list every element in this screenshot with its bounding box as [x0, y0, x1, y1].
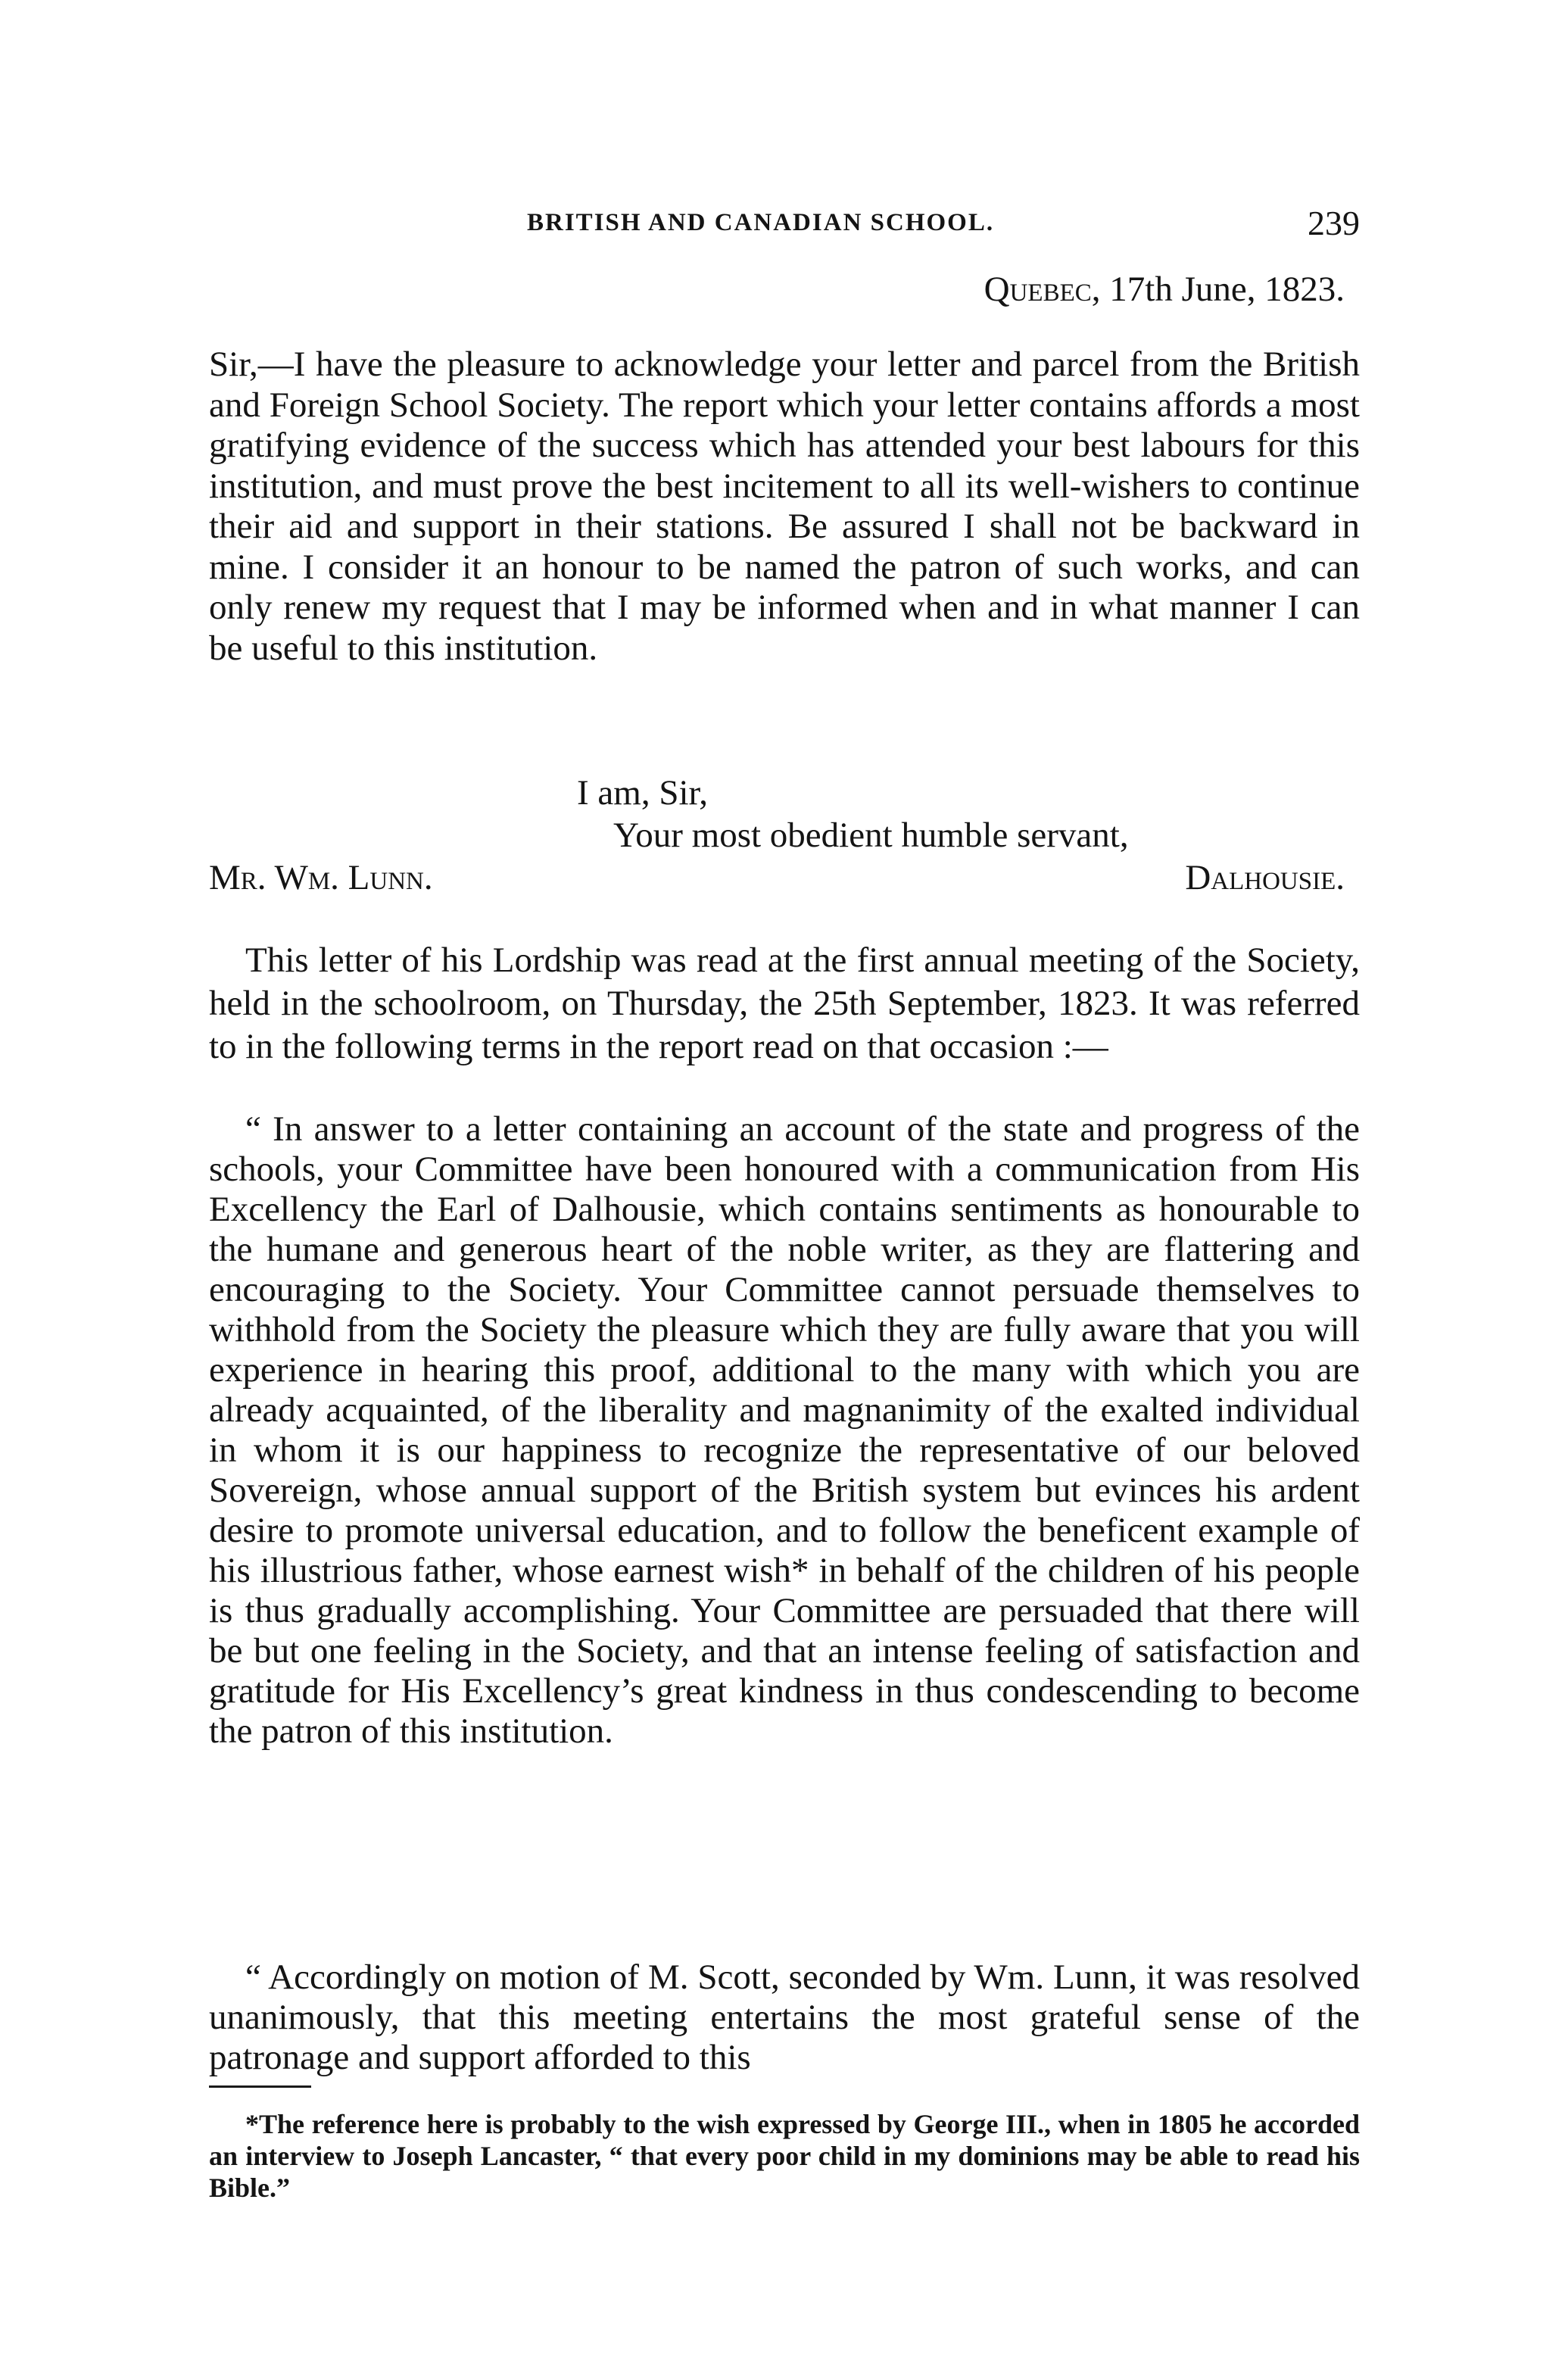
- letter-closing-servant: Your most obedient humble servant,: [613, 816, 1129, 855]
- footnote: *The reference here is probably to the wish expressed by George III., when in 1805 he accorded an interview to Joseph Lancaster, “ that every poor child in my dominions may be able to read his Bible.”: [209, 2109, 1360, 2203]
- letter-body: Sir,—I have the pleasure to acknowledge your letter and parcel from the British and Foreign School Society. The report which your letter contains affords a most gratifying evidence of the success which has attended your best labours for this institution, and must prove the best incitement to all its well-wishers to continue their aid and support in their stations. Be assured I shall not be backward in mine. I consider it an honour to be named the patron of such works, and can only renew my request that I may be informed when and in what manner I can be useful to this institution.: [209, 345, 1360, 668]
- letter-signature: Dalhousie.: [1185, 858, 1345, 897]
- paragraph-report-quote: “ In answer to a letter containing an account of the state and progress of the schools, your Committee have been honoured with a communication from His Excellency the Earl of Dalhousie, which contains sentiments as honourable to the humane and generous heart of the noble writer, as they are flattering and encouraging to the Society. Your Committee cannot persuade themselves to withhold from the Society the pleasure which they are fully aware that you will experience in hearing this proof, additional to the many with which you are already acquainted, of the liberality and magnanimity of the exalted individual in whom it is our happiness to recognize the representative of our beloved Sovereign, whose annual support of the British system but evinces his ardent desire to promote universal education, and to follow the beneficent example of his illustrious father, whose earnest wish* in behalf of the children of his people is thus gradually accomplishing. Your Committee are persuaded that there will be but one feeling in the Society, and that an intense feeling of satisfaction and gratitude for His Excellency’s great kindness in thus condescending to become the patron of this institution.: [209, 1109, 1360, 1751]
- running-head: BRITISH AND CANADIAN SCHOOL.: [527, 209, 995, 236]
- dateline-place: Quebec: [984, 270, 1092, 309]
- letter-closing-salutation: I am, Sir,: [577, 773, 709, 813]
- page-header: [209, 203, 1360, 248]
- paragraph-resolution: “ Accordingly on motion of M. Scott, seconded by Wm. Lunn, it was resolved unanimously, that this meeting entertains the most grateful sense of the patronage and support afforded to this: [209, 1958, 1360, 2077]
- dateline-date: , 17th June, 1823.: [1091, 270, 1345, 309]
- letter-dateline: [209, 269, 1345, 310]
- footnote-divider: [209, 2085, 311, 2088]
- paragraph-meeting: This letter of his Lordship was read at the first annual meeting of the Society, held in the schoolroom, on Thursday, the 25th September, 1823. It was referred to in the following terms in the report read on that occasion :—: [209, 941, 1360, 1066]
- letter-addressee: Mr. Wm. Lunn.: [209, 858, 433, 897]
- page-number: 239: [1308, 204, 1360, 242]
